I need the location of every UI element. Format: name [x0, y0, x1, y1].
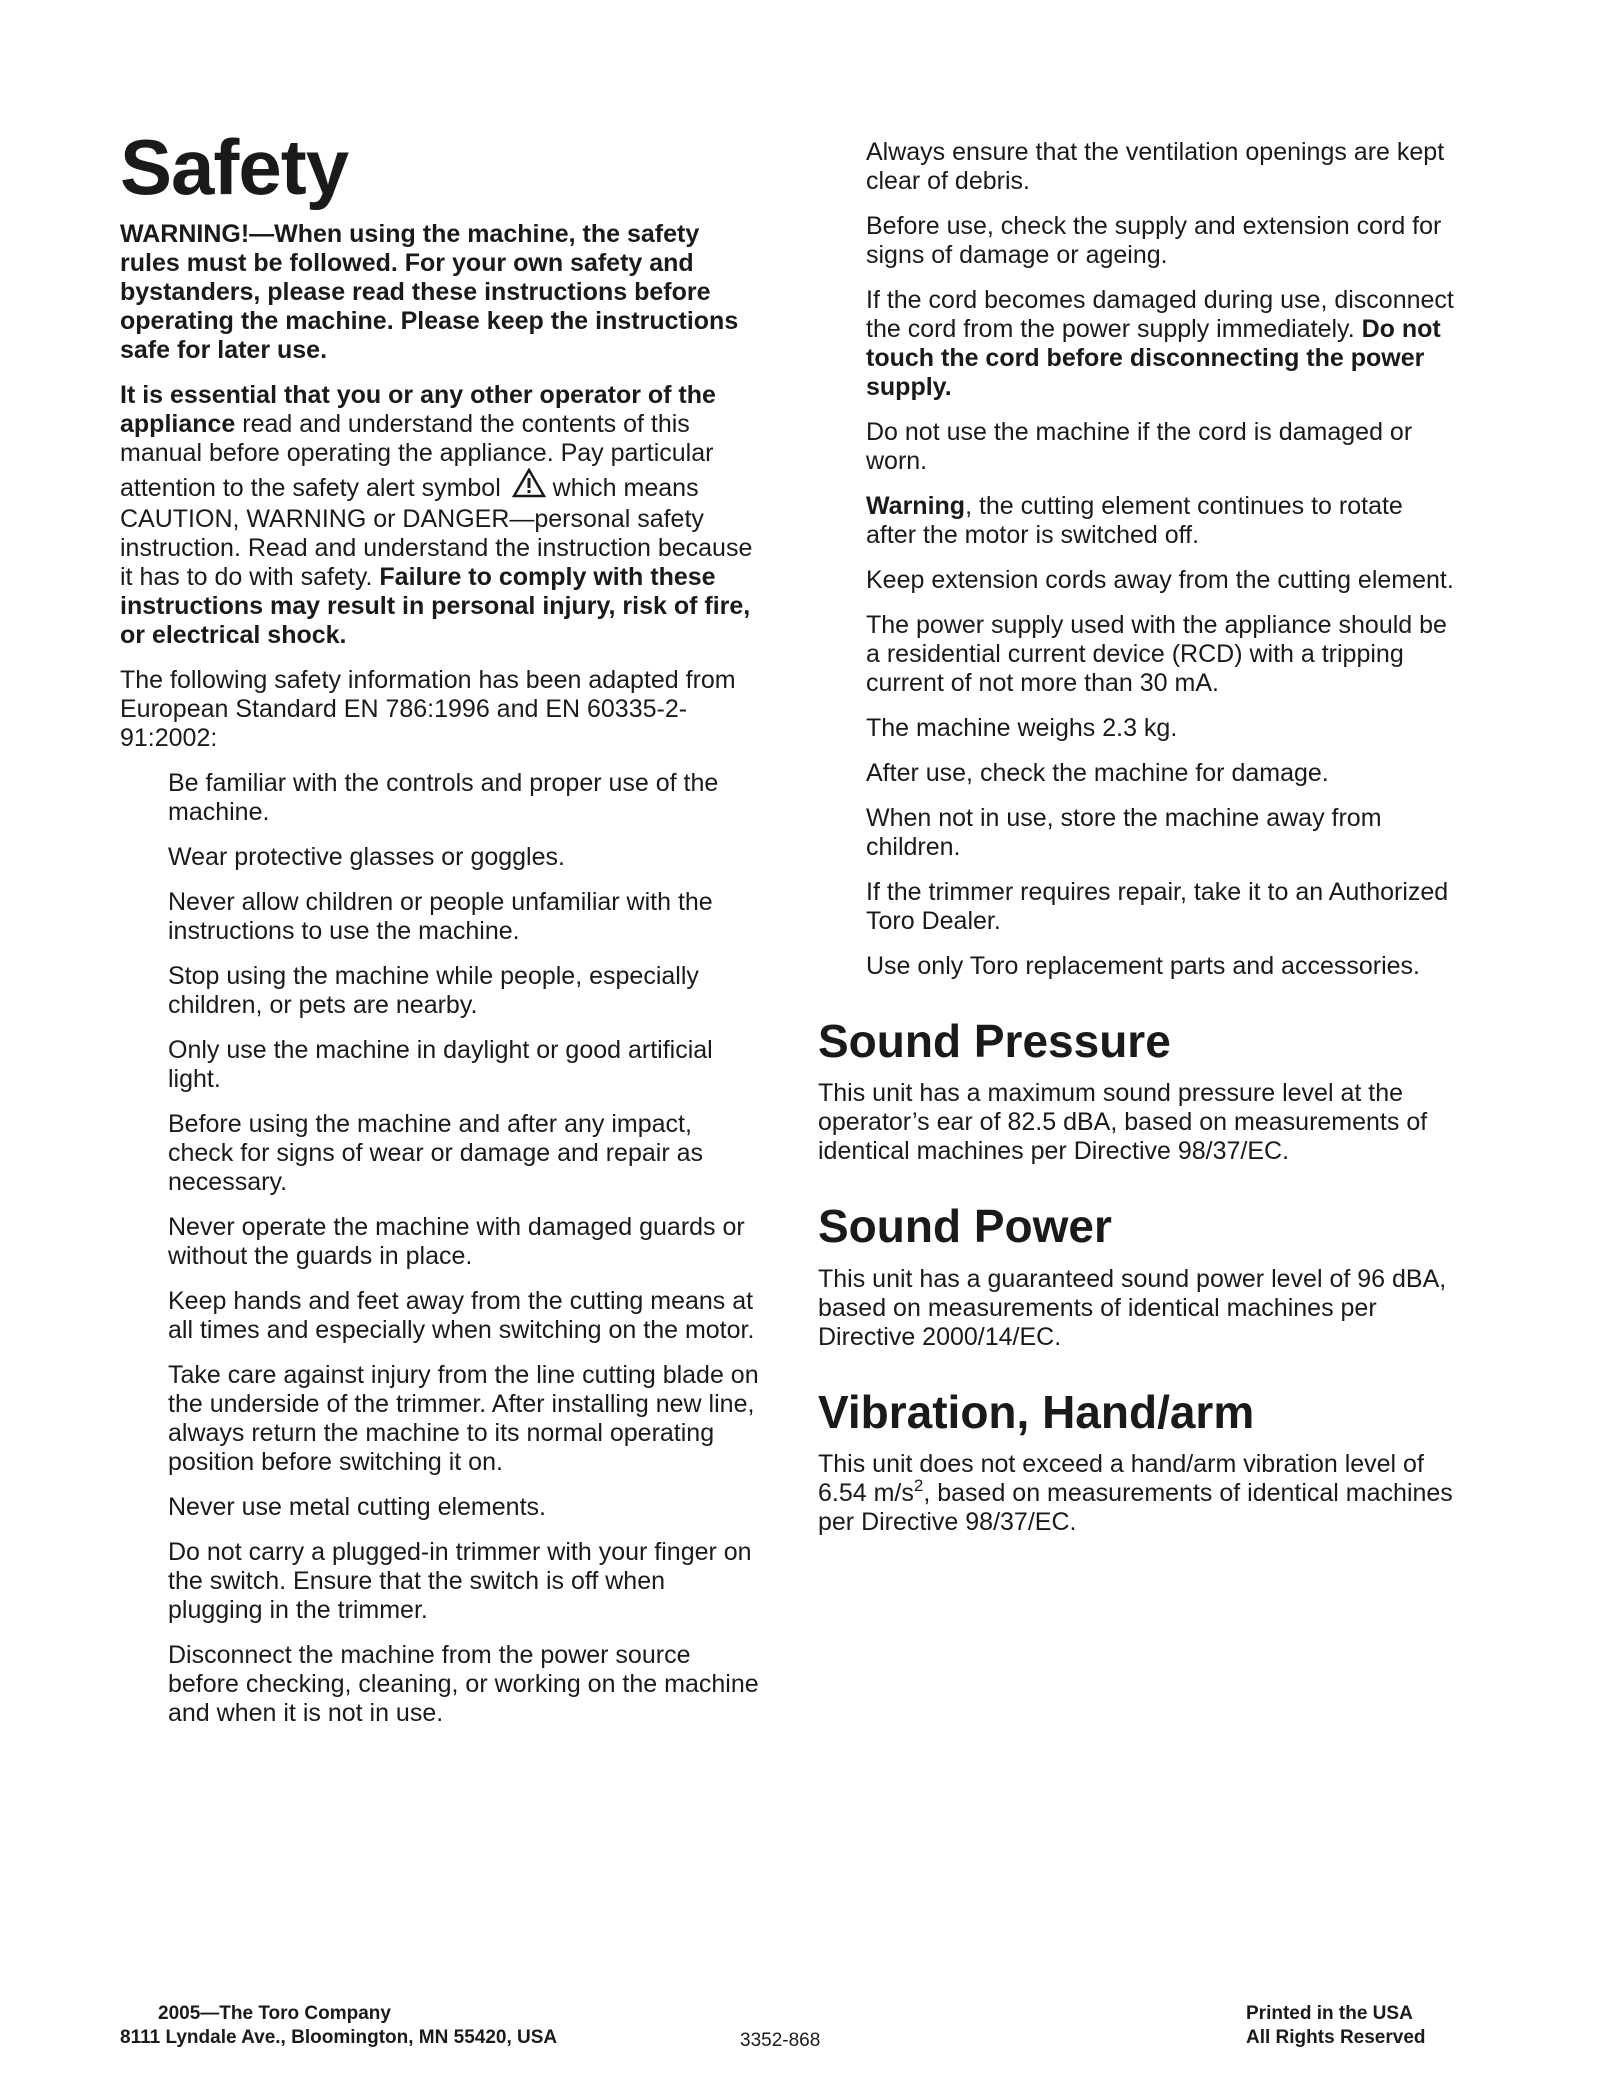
footer-printed: Printed in the USA	[1246, 2003, 1413, 2024]
rule-item: Be familiar with the controls and proper use of the machine.	[168, 769, 719, 826]
rule-item: Never use metal cutting elements.	[168, 1493, 546, 1521]
rule-item: Always ensure that the ventilation openings are kept clear of debris.	[866, 138, 1445, 195]
rule-item: Do not carry a plugged-in trimmer with your finger on the switch. Ensure that the switch is off when plugging in the trimmer.	[168, 1538, 752, 1624]
essential-bold-2: Failure to comply with these instructions may result in personal injury, risk of fire, or electrical shock.	[120, 563, 751, 649]
rule-item: Do not use the machine if the cord is damaged or worn.	[866, 418, 1413, 475]
essential-paragraph	[120, 381, 760, 650]
rule-item: Use only Toro replacement parts and accessories.	[866, 952, 1420, 980]
rule-item: Keep extension cords away from the cutting element.	[866, 566, 1454, 594]
vibration-text-2: , based on measurements of identical machines per Directive 98/37/EC.	[818, 1478, 1453, 1536]
footer-rights	[1246, 2002, 1426, 2050]
rule-item: If the trimmer requires repair, take it to an Authorized Toro Dealer.	[866, 878, 1449, 935]
vibration-title: Vibration, Hand/arm	[818, 1385, 1255, 1438]
essential-text: read and understand the contents of this manual before operating the appliance. Pay particular attention to the safety alert symbol	[120, 410, 714, 502]
adapted-paragraph: The following safety information has been adapted from European Standard EN 786:1996 and EN 60335-2-91:2002:	[120, 666, 736, 752]
rule-item: Wear protective glasses or goggles.	[168, 843, 565, 871]
right-column	[818, 138, 1458, 1553]
left-column	[120, 123, 760, 1744]
safety-alert-triangle-icon	[512, 468, 546, 505]
sound-power-title: Sound Power	[818, 1200, 1112, 1253]
vibration-text-1: This unit does not exceed a hand/arm vibration level of 6.54 m/s	[818, 1449, 1424, 1507]
rule-item	[866, 286, 1458, 402]
sound-power-text: This unit has a guaranteed sound power level of 96 dBA, based on measurements of identical machines per Directive 2000/14/EC.	[818, 1264, 1447, 1351]
damaged-text: If the cord becomes damaged during use, disconnect the cord from the power supply immediately.	[866, 286, 1454, 343]
sound-pressure-title: Sound Pressure	[818, 1015, 1171, 1067]
rule-item: Disconnect the machine from the power source before checking, cleaning, or working on the machine and when it is not in use.	[168, 1641, 759, 1727]
essential-bold: It is essential that you or any other operator of the appliance	[120, 381, 716, 438]
footer-copyright: 2005—The Toro Company	[158, 2003, 391, 2024]
rule-item: Before using the machine and after any impact, check for signs of wear or damage and repair as necessary.	[168, 1110, 703, 1196]
warning-paragraph: WARNING!—When using the machine, the safety rules must be followed. For your own safety and bystanders, please read these instructions before operating the machine. Please keep the instructions safe for later use.	[120, 220, 739, 364]
continued-rules	[818, 138, 1458, 981]
vibration-superscript: 2	[913, 1475, 924, 1495]
rule-item: Before use, check the supply and extension cord for signs of damage or ageing.	[866, 212, 1442, 269]
rule-item	[866, 492, 1458, 550]
rule-item: Stop using the machine while people, especially children, or pets are nearby.	[168, 962, 699, 1019]
rule-item: Never operate the machine with damaged guards or without the guards in place.	[168, 1213, 745, 1270]
page-title: Safety	[120, 123, 349, 211]
footer-reserved: All Rights Reserved	[1246, 2027, 1426, 2048]
rule-item: Only use the machine in daylight or good artificial light.	[168, 1036, 713, 1093]
rule-item: The power supply used with the appliance should be a residential current device (RCD) with a tripping current of not more than 30 mA.	[866, 611, 1447, 697]
warning-bold: Warning	[866, 492, 966, 520]
rule-item: After use, check the machine for damage.	[866, 759, 1329, 787]
essential-text-2: which means CAUTION, WARNING or DANGER—personal safety instruction. Read and understand the instruction because it has to do with safety.	[120, 474, 753, 591]
rule-item: The machine weighs 2.3 kg.	[866, 714, 1178, 742]
sound-pressure-text: This unit has a maximum sound pressure level at the operator’s ear of 82.5 dBA, based on measurements of identical machines per Directive 98/37/EC.	[818, 1079, 1428, 1166]
footer-company	[120, 2002, 557, 2050]
warning-text: , the cutting element continues to rotate after the motor is switched off.	[866, 492, 1403, 549]
rule-item: Never allow children or people unfamiliar with the instructions to use the machine.	[168, 888, 713, 945]
footer-address: 8111 Lyndale Ave., Bloomington, MN 55420, USA	[120, 2027, 558, 2048]
rule-item: When not in use, store the machine away from children.	[866, 804, 1382, 861]
vibration-text	[818, 1450, 1458, 1537]
rule-item: Keep hands and feet away from the cutting means at all times and especially when switching on the motor.	[168, 1287, 755, 1344]
footer-form-number: 3352-868	[740, 2030, 821, 2051]
damaged-bold: Do not touch the cord before disconnecting the power supply.	[866, 315, 1441, 401]
rule-item: Take care against injury from the line cutting blade on the underside of the trimmer. After installing new line, always return the machine to its normal operating position before switching it on.	[168, 1361, 759, 1476]
